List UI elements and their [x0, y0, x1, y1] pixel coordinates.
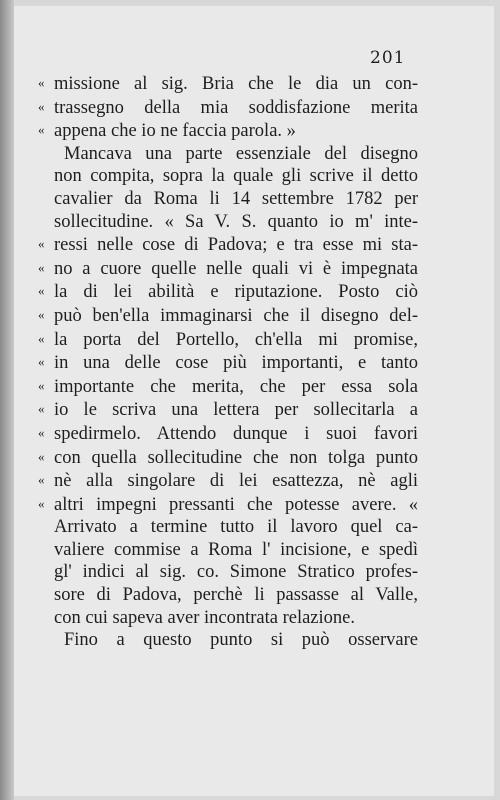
page-number: 201	[370, 48, 406, 68]
quote-mark: «	[38, 401, 45, 417]
text-line	[38, 233, 418, 257]
line-text: Fino a questo punto si può osservare	[64, 630, 418, 651]
line-text: nè alla singolare di lei esattezza, nè agli	[54, 471, 418, 492]
text-line	[38, 629, 418, 652]
line-text: in una delle cose più importanti, e tanto	[54, 353, 418, 374]
page-edge	[0, 0, 14, 800]
text-line	[38, 469, 418, 493]
text-line	[38, 143, 418, 166]
text-line	[38, 328, 418, 352]
text-line	[38, 584, 418, 607]
text-line	[38, 561, 418, 584]
quote-mark: «	[38, 354, 45, 370]
line-text: missione al sig. Bria che le dia un con-	[54, 74, 418, 94]
line-text: io le scriva una lettera per sollecitarla a	[54, 400, 418, 421]
quote-mark: «	[38, 330, 45, 346]
text-line	[38, 119, 418, 143]
text-line	[38, 398, 418, 422]
quote-mark: «	[38, 306, 45, 322]
line-text: spedirmelo. Attendo dunque i suoi favori	[54, 423, 418, 444]
text-line	[38, 493, 418, 517]
quote-mark: «	[38, 448, 45, 464]
line-text: no a cuore quelle nelle quali vi è impegnata	[54, 258, 418, 279]
text-line	[38, 607, 418, 630]
line-text: ressi nelle cose di Padova; e tra esse mi sta-	[54, 235, 418, 256]
line-text: gl' indici al sig. co. Simone Stratico profes-	[54, 562, 418, 583]
quote-mark: «	[38, 424, 45, 440]
line-text: la di lei abilità e riputazione. Posto ciò	[54, 282, 418, 303]
text-line	[38, 165, 418, 188]
text-line	[38, 188, 418, 211]
quote-mark: «	[38, 259, 45, 275]
body-text	[38, 72, 418, 652]
text-line	[38, 72, 418, 96]
line-text: sore di Padova, perchè li passasse al Valle,	[54, 585, 418, 606]
line-text: importante che merita, che per essa sola	[54, 376, 418, 397]
line-text: Mancava una parte essenziale del disegno	[64, 143, 418, 164]
line-text: con cui sapeva aver incontrata relazione.	[54, 607, 355, 628]
line-text: con quella sollecitudine che non tolga punto	[54, 447, 418, 468]
quote-mark: «	[38, 495, 45, 511]
text-line	[38, 446, 418, 470]
text-line	[38, 422, 418, 446]
line-text: non compita, sopra la quale gli scrive il detto	[54, 166, 418, 187]
line-text: cavalier da Roma li 14 settembre 1782 per	[54, 188, 418, 209]
quote-mark: «	[38, 283, 45, 299]
text-line	[38, 280, 418, 304]
line-text: altri impegni pressanti che potesse avere. «	[54, 494, 418, 515]
line-text: sollecitudine. « Sa V. S. quanto io m' inte-	[54, 211, 418, 232]
quote-mark: «	[38, 98, 45, 114]
quote-mark: «	[38, 122, 45, 138]
text-line	[38, 375, 418, 399]
text-line	[38, 516, 418, 539]
line-text: Arrivato a termine tutto il lavoro quel ca-	[54, 517, 418, 538]
quote-mark: «	[38, 75, 45, 90]
line-text: appena che io ne faccia parola. »	[54, 121, 296, 142]
text-line	[38, 539, 418, 562]
quote-mark: «	[38, 472, 45, 488]
text-line	[38, 211, 418, 234]
quote-mark: «	[38, 236, 45, 252]
line-text: valiere commise a Roma l' incisione, e spedì	[54, 539, 418, 560]
quote-mark: «	[38, 377, 45, 393]
text-line	[38, 351, 418, 375]
text-line	[38, 257, 418, 281]
text-line	[38, 96, 418, 120]
line-text: la porta del Portello, ch'ella mi promise,	[54, 329, 418, 350]
line-text: trassegno della mia soddisfazione merita	[54, 97, 418, 118]
text-line	[38, 304, 418, 328]
line-text: può ben'ella immaginarsi che il disegno del-	[54, 305, 418, 326]
